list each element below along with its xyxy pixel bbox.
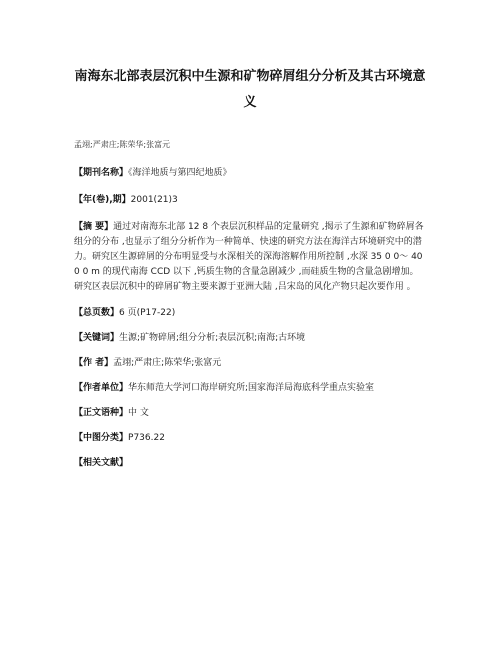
field-pages-label: 【总页数】	[74, 308, 120, 318]
field-keywords-label: 【关键词】	[74, 333, 120, 343]
field-year-value: 2001(21)3	[130, 195, 178, 205]
field-language-value: 中 文	[128, 408, 149, 418]
field-language	[74, 406, 426, 421]
field-abstract-value: 通过对南海东北部 12 8 个表层沉积样品的定量研究 ,揭示了生源和矿物碎屑各组分的分布 ,也显示了组分分析作为一种简单、快速的研究方法在海洋古环境研究中的潜力。研究区生源碎屑的分布明显受与水深相关的深海溶解作用所控制 ,水深 35 0 0～ 40 0 0 m 的现代南海 CCD 以下 ,钙质生物的含量急剧减少 ,而硅质生物的含量急剧增加。研究区表层沉积中的碎屑矿物主要来源于亚洲大陆 ,吕宋岛的风化产物只起次要作用 。	[74, 222, 424, 292]
field-abstract-label: 【摘 要】	[74, 222, 114, 232]
document-title: 南海东北部表层沉积中生源和矿物碎屑组分分析及其古环境意义	[74, 69, 426, 110]
field-authors	[74, 356, 426, 371]
field-author-unit	[74, 381, 426, 396]
field-author-value: 孟翊;严肃庄;陈荣华;张富元	[113, 358, 222, 368]
field-classification	[74, 431, 426, 446]
field-pages-value: 6 页(P17-22)	[119, 308, 176, 318]
field-year-volume-issue	[74, 193, 426, 208]
field-keywords	[74, 331, 426, 346]
field-journal-label: 【期刊名称】	[74, 168, 129, 178]
field-keywords-value: 生源;矿物碎屑;组分分析;表层沉积;南海;古环境	[119, 333, 306, 343]
field-total-pages	[74, 306, 426, 321]
field-related-label: 【相关文献】	[74, 458, 129, 468]
field-related-literature	[74, 456, 426, 471]
author-line: 孟翊;严肃庄;陈荣华;张富元	[74, 140, 171, 149]
field-abstract	[74, 220, 426, 295]
field-classification-label: 【中图分类】	[74, 433, 129, 443]
field-journal-value: 《海洋地质与第四纪地质》	[128, 168, 232, 178]
field-year-label: 【年(卷),期】	[74, 195, 131, 205]
field-journal	[74, 166, 426, 181]
field-unit-label: 【作者单位】	[74, 383, 129, 393]
field-classification-value: P736.22	[128, 433, 165, 443]
field-unit-value: 华东师范大学河口海岸研究所;国家海洋局海底科学重点实验室	[128, 383, 375, 393]
field-author-label: 【作 者】	[74, 358, 114, 368]
field-language-label: 【正文语种】	[74, 408, 129, 418]
